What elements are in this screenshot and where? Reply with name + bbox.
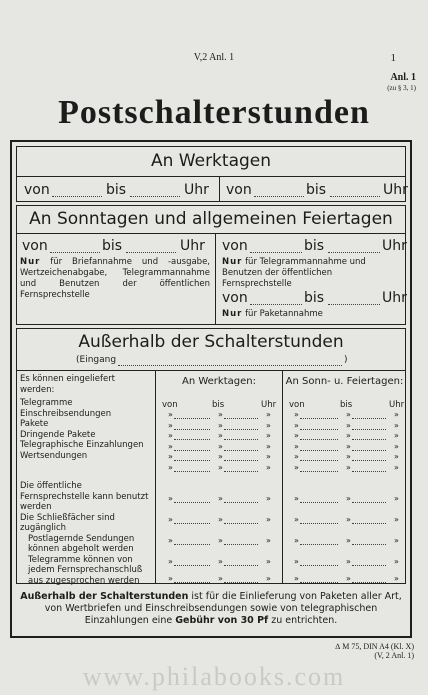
item-label: Die Schließfächer sind zugänglich (20, 512, 115, 533)
time-blank[interactable] (300, 471, 338, 472)
annex-reference: (zu § 3, 1) (387, 84, 416, 92)
ditto-mark: » (346, 536, 351, 545)
werktagen-heading: An Werktagen (150, 151, 272, 171)
ditto-mark: » (394, 536, 399, 545)
time-blank[interactable] (174, 544, 210, 545)
note-text: für Paketannahme (245, 309, 323, 319)
time-blank[interactable] (254, 196, 304, 197)
time-blank[interactable] (352, 439, 386, 440)
item-label: Einschreibsendungen (20, 408, 112, 419)
time-blank[interactable] (352, 460, 386, 461)
col-werktagen: An Werktagen: (182, 376, 256, 387)
ditto-mark: » (168, 515, 173, 524)
time-blank[interactable] (174, 565, 210, 566)
divider (16, 233, 406, 234)
von-label: von (226, 182, 252, 198)
von-label: von (162, 400, 178, 410)
ditto-mark: » (168, 410, 173, 419)
time-blank[interactable] (352, 502, 386, 503)
time-blank[interactable] (300, 418, 338, 419)
time-blank[interactable] (352, 418, 386, 419)
ditto-mark: » (394, 420, 399, 430)
form-reference (335, 642, 414, 660)
time-blank[interactable] (352, 582, 386, 583)
time-blank[interactable] (300, 429, 338, 430)
column-divider (282, 370, 283, 584)
ditto-mark: » (294, 574, 299, 583)
item-label: Wertsendungen (20, 450, 88, 461)
time-blank[interactable] (174, 502, 210, 503)
time-blank[interactable] (224, 460, 258, 461)
footer-note (18, 591, 404, 627)
ditto-mark: » (346, 462, 351, 472)
ditto-mark: » (218, 441, 223, 451)
time-blank[interactable] (224, 450, 258, 451)
eingang-close: ) (344, 355, 348, 365)
col-sonntagen: An Sonn- u. Feiertagen: (285, 376, 404, 387)
ditto-mark: » (218, 420, 223, 430)
ditto-mark: » (394, 410, 399, 419)
uhr-label: Uhr (184, 182, 209, 198)
ditto-mark: » (266, 420, 271, 430)
divider (16, 370, 406, 371)
ditto-mark: » (266, 452, 271, 461)
column-divider (155, 370, 156, 584)
time-blank[interactable] (300, 565, 338, 566)
ditto-mark: » (218, 536, 223, 545)
time-blank[interactable] (300, 502, 338, 503)
ditto-mark: » (294, 494, 299, 503)
divider (16, 176, 406, 177)
nur-label: Nur (222, 309, 243, 319)
time-blank[interactable] (50, 252, 100, 253)
ditto-mark: » (266, 574, 271, 583)
ditto-mark: » (394, 452, 399, 461)
left-intro: Es können eingeliefert werden: (20, 374, 116, 395)
ditto-mark: » (218, 462, 223, 472)
von-label: von (222, 238, 248, 254)
ditto-mark: » (346, 494, 351, 503)
ditto-mark: » (346, 574, 351, 583)
time-blank[interactable] (352, 471, 386, 472)
bis-label: bis (304, 290, 325, 306)
time-blank[interactable] (250, 304, 302, 305)
ditto-mark: » (294, 431, 299, 440)
ditto-mark: » (168, 420, 173, 430)
ditto-mark: » (346, 557, 351, 566)
ditto-mark: » (168, 536, 173, 545)
ditto-mark: » (266, 441, 271, 451)
ditto-mark: » (218, 557, 223, 566)
item-label: Pakete (20, 419, 49, 429)
time-blank[interactable] (224, 544, 258, 545)
bis-label: bis (212, 400, 225, 410)
footer-fee: Gebühr von 30 Pf (175, 615, 269, 626)
ditto-mark: » (294, 515, 299, 524)
ditto-mark: » (266, 536, 271, 545)
time-blank[interactable] (300, 460, 338, 461)
item-label: Dringende Pakete (20, 429, 96, 440)
ditto-mark: » (266, 515, 271, 524)
section-reference: V,2 Anl. 1 (193, 52, 235, 63)
bis-label: bis (304, 238, 325, 254)
ditto-mark: » (168, 574, 173, 583)
ditto-mark: » (218, 431, 223, 440)
ditto-mark: » (218, 574, 223, 583)
ditto-mark: » (294, 420, 299, 430)
time-blank[interactable] (300, 450, 338, 451)
time-blank[interactable] (224, 523, 258, 524)
von-label: von (222, 290, 248, 306)
ditto-mark: » (266, 410, 271, 419)
von-label: von (289, 400, 305, 410)
ditto-mark: » (218, 452, 223, 461)
time-blank[interactable] (130, 196, 180, 197)
uhr-label: Uhr (383, 182, 408, 198)
time-blank[interactable] (300, 523, 338, 524)
ditto-mark: » (168, 441, 173, 451)
ditto-mark: » (266, 494, 271, 503)
item-label: Telegramme (20, 398, 73, 408)
items-list-2 (20, 481, 152, 586)
bis-label: bis (340, 400, 353, 410)
watermark: www.philabooks.com (82, 662, 346, 691)
ditto-mark: » (394, 462, 399, 472)
ditto-mark: » (346, 515, 351, 524)
sonntag-note-right (222, 257, 404, 290)
ditto-mark: » (394, 431, 399, 440)
ditto-mark: » (294, 410, 299, 419)
ditto-mark: » (346, 410, 351, 419)
ditto-mark: » (394, 494, 399, 503)
time-blank[interactable] (224, 418, 258, 419)
time-blank[interactable] (174, 582, 210, 583)
time-blank[interactable] (224, 502, 258, 503)
ditto-mark: » (346, 452, 351, 461)
time-blank[interactable] (224, 439, 258, 440)
note-text: für Telegrammannahme und Benutzen der öffentlichen Fernsprechstelle (222, 257, 366, 289)
annex-label (387, 73, 416, 93)
time-blank[interactable] (174, 471, 210, 472)
time-blank[interactable] (174, 418, 210, 419)
time-blank[interactable] (250, 252, 302, 253)
eingang-blank[interactable] (118, 365, 342, 366)
eingang-label: (Eingang (76, 355, 117, 365)
ausserhalb-heading: Außerhalb der Schalterstunden (78, 332, 344, 352)
ditto-mark: » (346, 441, 351, 451)
ditto-mark: » (346, 431, 351, 440)
time-blank[interactable] (300, 582, 338, 583)
time-blank[interactable] (352, 450, 386, 451)
time-blank[interactable] (328, 252, 380, 253)
ditto-mark: » (266, 462, 271, 472)
von-label: von (22, 238, 48, 254)
von-label: von (24, 182, 50, 198)
form-ref-line1: ∆ M 75, DIN A4 (Kl. X) (335, 642, 414, 651)
uhr-label: Uhr (389, 400, 405, 410)
time-blank[interactable] (352, 523, 386, 524)
ditto-mark: » (168, 431, 173, 440)
ditto-mark: » (168, 494, 173, 503)
footer-text: ist für die Einlieferung von Paketen aller Art, von Wertbriefen und Einschreibsendungen sowie von telegraphischen Einzahlungen eine (44, 591, 402, 626)
time-blank[interactable] (224, 471, 258, 472)
ditto-mark: » (394, 515, 399, 524)
ditto-mark: » (168, 557, 173, 566)
ditto-mark: » (394, 557, 399, 566)
ditto-mark: » (218, 410, 223, 419)
bis-label: bis (306, 182, 327, 198)
time-blank[interactable] (300, 439, 338, 440)
ditto-mark: » (346, 420, 351, 430)
nur-label: Nur (222, 257, 243, 267)
time-blank[interactable] (352, 429, 386, 430)
ditto-mark: » (218, 515, 223, 524)
time-blank[interactable] (126, 252, 176, 253)
time-blank[interactable] (174, 439, 210, 440)
ditto-mark: » (266, 557, 271, 566)
nur-label: Nur (20, 257, 41, 267)
time-blank[interactable] (174, 450, 210, 451)
time-blank[interactable] (328, 304, 380, 305)
note-text: für Briefannahme und -ausgabe, Wertzeichenabgabe, Telegrammannahme und Benutzen der öffentlichen Fernsprechstelle (20, 257, 211, 300)
uhr-label: Uhr (261, 400, 277, 410)
ditto-mark: » (266, 431, 271, 440)
items-list (20, 398, 152, 461)
divider (219, 176, 220, 202)
ditto-mark: » (294, 536, 299, 545)
time-blank[interactable] (52, 196, 102, 197)
time-blank[interactable] (352, 565, 386, 566)
form-ref-line2: (V, 2 Anl. 1) (374, 651, 414, 660)
time-blank[interactable] (174, 429, 210, 430)
uhr-label: Uhr (180, 238, 205, 254)
bis-label: bis (106, 182, 127, 198)
item-label: Postlagernde Sendungen können abgeholt werden (28, 533, 135, 554)
ditto-mark: » (294, 557, 299, 566)
ditto-mark: » (218, 494, 223, 503)
divider (215, 233, 216, 325)
page-title: Postschalterstunden (58, 94, 370, 131)
time-blank[interactable] (224, 565, 258, 566)
item-label: Die öffentliche Fernsprechstelle kann benutzt werden (20, 481, 149, 512)
sonntag-note-paket (222, 309, 404, 320)
ditto-mark: » (294, 441, 299, 451)
time-blank[interactable] (352, 544, 386, 545)
time-blank[interactable] (300, 544, 338, 545)
bis-label: bis (102, 238, 123, 254)
annex-title: Anl. 1 (390, 72, 416, 83)
uhr-label: Uhr (382, 238, 407, 254)
time-blank[interactable] (174, 523, 210, 524)
item-label: Telegramme können von jedem Fernsprechanschluß aus zugesprochen werden (28, 554, 143, 586)
page-number: 1 (390, 52, 396, 64)
time-blank[interactable] (224, 429, 258, 430)
time-blank[interactable] (174, 460, 210, 461)
footer-bold: Außerhalb der Schalterstunden (20, 591, 189, 602)
time-blank[interactable] (224, 582, 258, 583)
ditto-mark: » (168, 452, 173, 461)
ditto-mark: » (168, 462, 173, 472)
footer-text-end: zu entrichten. (268, 615, 338, 626)
item-label: Telegraphische Einzahlungen (20, 440, 144, 450)
time-blank[interactable] (330, 196, 380, 197)
sonntagen-heading: An Sonntagen und allgemeinen Feiertagen (29, 209, 393, 229)
ditto-mark: » (394, 574, 399, 583)
ditto-mark: » (394, 441, 399, 451)
uhr-label: Uhr (382, 290, 407, 306)
ditto-mark: » (294, 462, 299, 472)
sonntag-note-left (20, 257, 210, 301)
ditto-mark: » (294, 452, 299, 461)
